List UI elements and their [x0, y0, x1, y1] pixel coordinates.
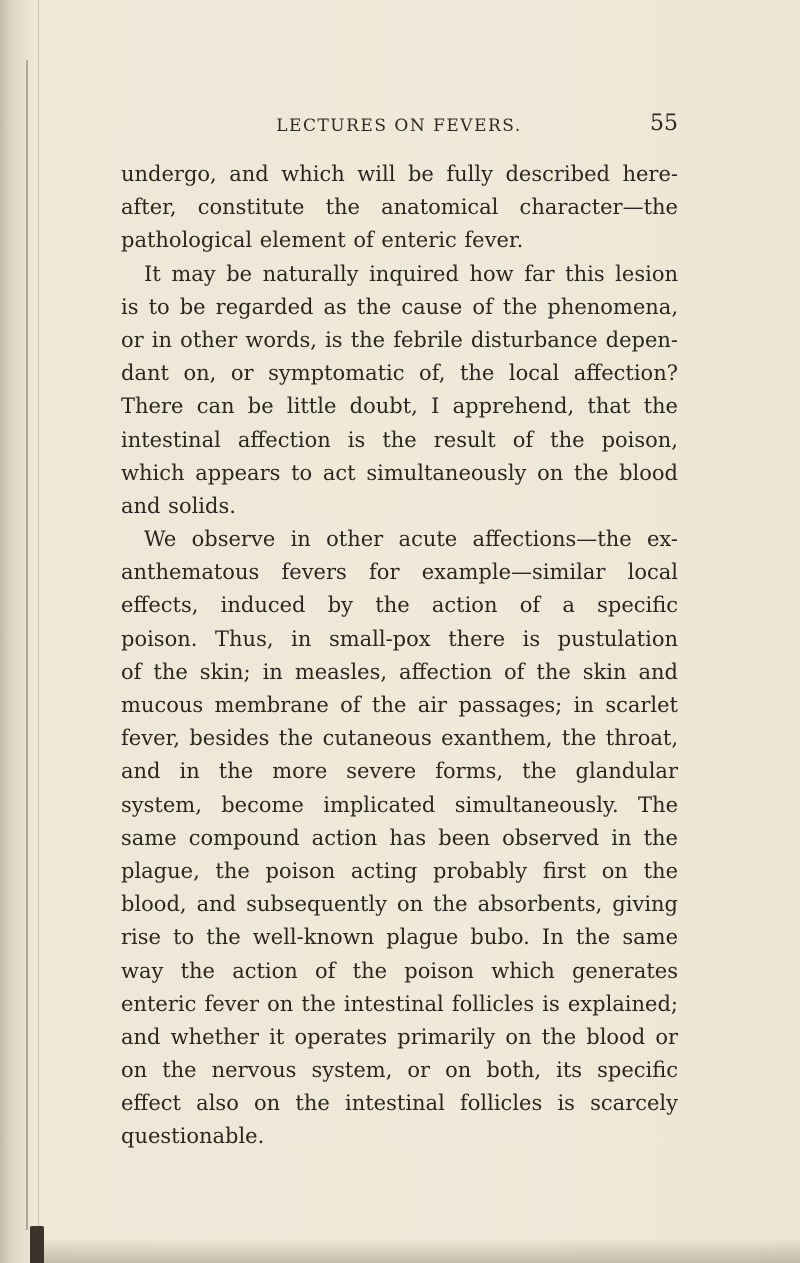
body-text [121, 158, 678, 1154]
text-line: or in other words, is the febrile disturbance depen- [121, 327, 678, 352]
text-line: is to be regarded as the cause of the phenomena, [121, 294, 678, 319]
page-number: 55 [650, 111, 678, 136]
text-line: fever, besides the cutaneous exanthem, the throat, [121, 726, 678, 751]
text-line: poison. Thus, in small-pox there is pustulation [121, 626, 678, 651]
text-line: There can be little doubt, I apprehend, that the [121, 394, 678, 419]
binding-fold [38, 0, 39, 1263]
running-head: LECTURES ON FEVERS. [276, 116, 522, 136]
text-line: same compound action has been observed in the [121, 825, 678, 850]
text-line: way the action of the poison which generates [121, 958, 678, 983]
text-line: and whether it operates primarily on the blood or [121, 1024, 678, 1049]
text-line: dant on, or symptomatic of, the local affection? [121, 361, 678, 386]
binding-edge [26, 60, 28, 1230]
text-line: anthematous fevers for example—similar local [121, 560, 678, 585]
page-bottom-edge [30, 1238, 800, 1263]
page-header [120, 108, 678, 144]
text-line: rise to the well-known plague bubo. In the same [121, 925, 678, 950]
text-line: which appears to act simultaneously on the blood [121, 460, 678, 485]
text-line: effects, induced by the action of a specific [121, 593, 678, 618]
gutter-shadow [0, 0, 36, 1263]
text-line: intestinal affection is the result of the poison, [121, 427, 678, 452]
text-line: plague, the poison acting probably first on the [121, 858, 678, 883]
text-line: mucous membrane of the air passages; in scarlet [121, 693, 678, 717]
text-line: effect also on the intestinal follicles is scarcely [121, 1091, 678, 1116]
text-line: questionable. [121, 1124, 265, 1149]
text-line: undergo, and which will be fully described here- [121, 162, 678, 186]
text-line: It may be naturally inquired how far this lesion [144, 261, 678, 286]
text-line: pathological element of enteric fever. [121, 228, 524, 253]
text-line: We observe in other acute affections—the ex- [144, 527, 678, 552]
binding-corner [30, 1226, 44, 1263]
text-line: blood, and subsequently on the absorbents, giving [121, 892, 678, 917]
text-line: of the skin; in measles, affection of the skin and [121, 659, 678, 684]
text-line: enteric fever on the intestinal follicles is explained; [121, 991, 678, 1016]
text-line: after, constitute the anatomical character—the [121, 195, 678, 220]
text-line: on the nervous system, or on both, its specific [121, 1058, 678, 1083]
text-line: and in the more severe forms, the glandular [121, 759, 678, 784]
text-line: system, become implicated simultaneously. The [121, 792, 678, 817]
text-line: and solids. [121, 493, 236, 518]
